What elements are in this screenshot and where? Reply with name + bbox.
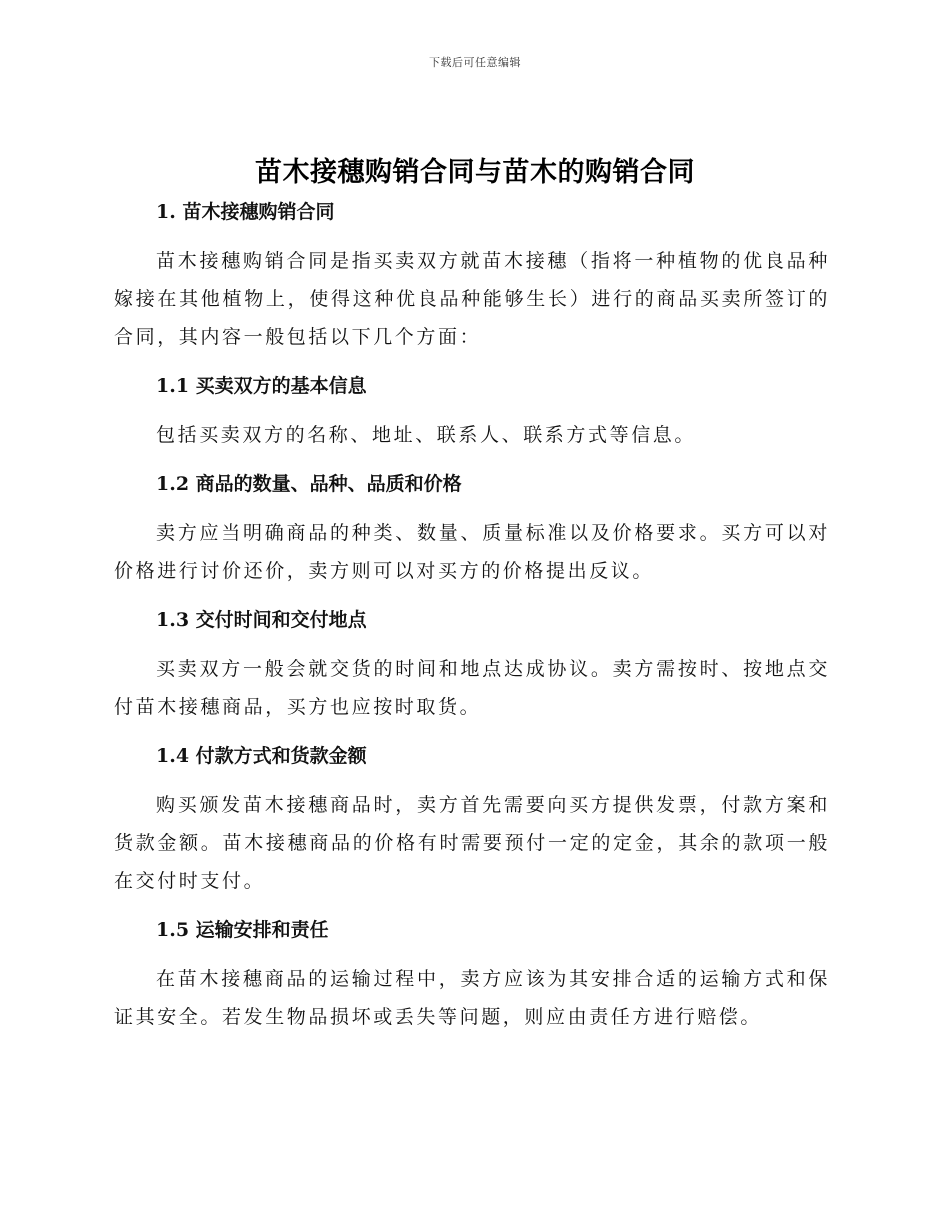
section-paragraph-1-2: 卖方应当明确商品的种类、数量、质量标准以及价格要求。买方可以对价格进行讨价还价，卖方则可以对买方的价格提出反议。 <box>114 522 830 582</box>
section-paragraph-1: 苗木接穗购销合同是指买卖双方就苗木接穗（指将一种植物的优良品种嫁接在其他植物上，使得这种优良品种能够生长）进行的商品买卖所签订的合同，其内容一般包括以下几个方面： <box>114 250 830 348</box>
section-paragraph-1-1: 包括买卖双方的名称、地址、联系人、联系方式等信息。 <box>156 424 697 446</box>
section-heading-1-5: 1.5 运输安排和责任 <box>156 919 329 941</box>
section-heading-1-1: 1.1 买卖双方的基本信息 <box>156 375 367 397</box>
section-heading-1: 1. 苗木接穗购销合同 <box>156 201 335 223</box>
document-body <box>114 196 830 1036</box>
section-paragraph-1-3: 买卖双方一般会就交货的时间和地点达成协议。卖方需按时、按地点交付苗木接穗商品，买方也应按时取货。 <box>114 658 830 718</box>
header-note: 下载后可任意编辑 <box>429 56 521 69</box>
section-heading-1-3: 1.3 交付时间和交付地点 <box>156 609 367 631</box>
document-title: 苗木接穗购销合同与苗木的购销合同 <box>255 157 695 188</box>
section-paragraph-1-4: 购买颁发苗木接穗商品时，卖方首先需要向买方提供发票，付款方案和货款金额。苗木接穗商品的价格有时需要预付一定的定金，其余的款项一般在交付时支付。 <box>114 794 830 892</box>
section-heading-1-2: 1.2 商品的数量、品种、品质和价格 <box>156 473 462 495</box>
section-paragraph-1-5: 在苗木接穗商品的运输过程中，卖方应该为其安排合适的运输方式和保证其安全。若发生物品损坏或丢失等问题，则应由责任方进行赔偿。 <box>114 968 830 1028</box>
section-heading-1-4: 1.4 付款方式和货款金额 <box>156 745 367 767</box>
